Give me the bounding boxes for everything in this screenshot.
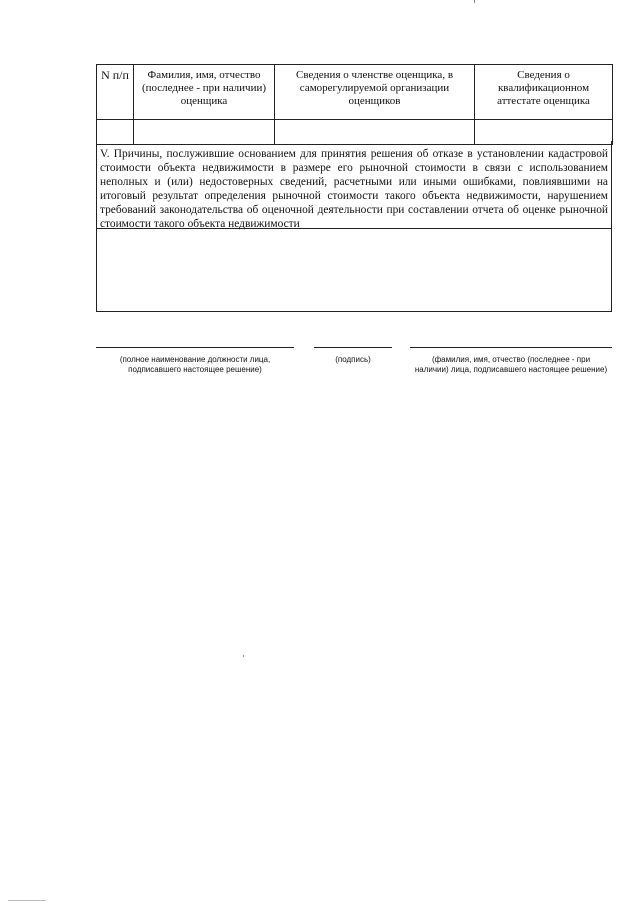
name-signature-line <box>410 347 612 348</box>
name-caption: (фамилия, имя, отчество (последнее - при наличии) лица, подписавшего настоящее решение) <box>414 355 608 374</box>
signature-caption: (подпись) <box>335 355 371 364</box>
signature-line <box>314 347 392 348</box>
scan-artifact <box>243 655 244 657</box>
col-header-sro-membership: Сведения о членстве оценщика, в саморегулируемой организации оценщиков <box>275 65 475 120</box>
position-caption: (полное наименование должности лица, подписавшего настоящее решение) <box>119 355 271 374</box>
scan-artifact <box>474 0 475 3</box>
appraisers-table <box>96 64 613 145</box>
table-header-row <box>97 65 613 120</box>
col-header-qualification-certificate: Сведения о квалификационном аттестате оценщика <box>475 65 613 120</box>
scan-artifact <box>8 900 46 901</box>
col-header-appraiser-name: Фамилия, имя, отчество (последнее - при наличии) оценщика <box>134 65 275 120</box>
section-5-block <box>96 141 612 312</box>
col-header-number: N п/п <box>97 65 134 120</box>
position-signature-line <box>96 347 294 348</box>
section-5-heading: V. Причины, послужившие основанием для принятия решения об отказе в установлении кадастровой стоимости объекта недвижимости в размере его рыночной стоимости в связи с использованием неполных и (или) недостоверных сведений, расчетными или иными ошибками, повлиявшими на итоговый результат определения рыночной стоимости такого объекта недвижимости, нарушением требований законодательства об оценочной деятельности при составлении отчета об оценке рыночной стоимости такого объекта недвижимости <box>97 141 611 229</box>
